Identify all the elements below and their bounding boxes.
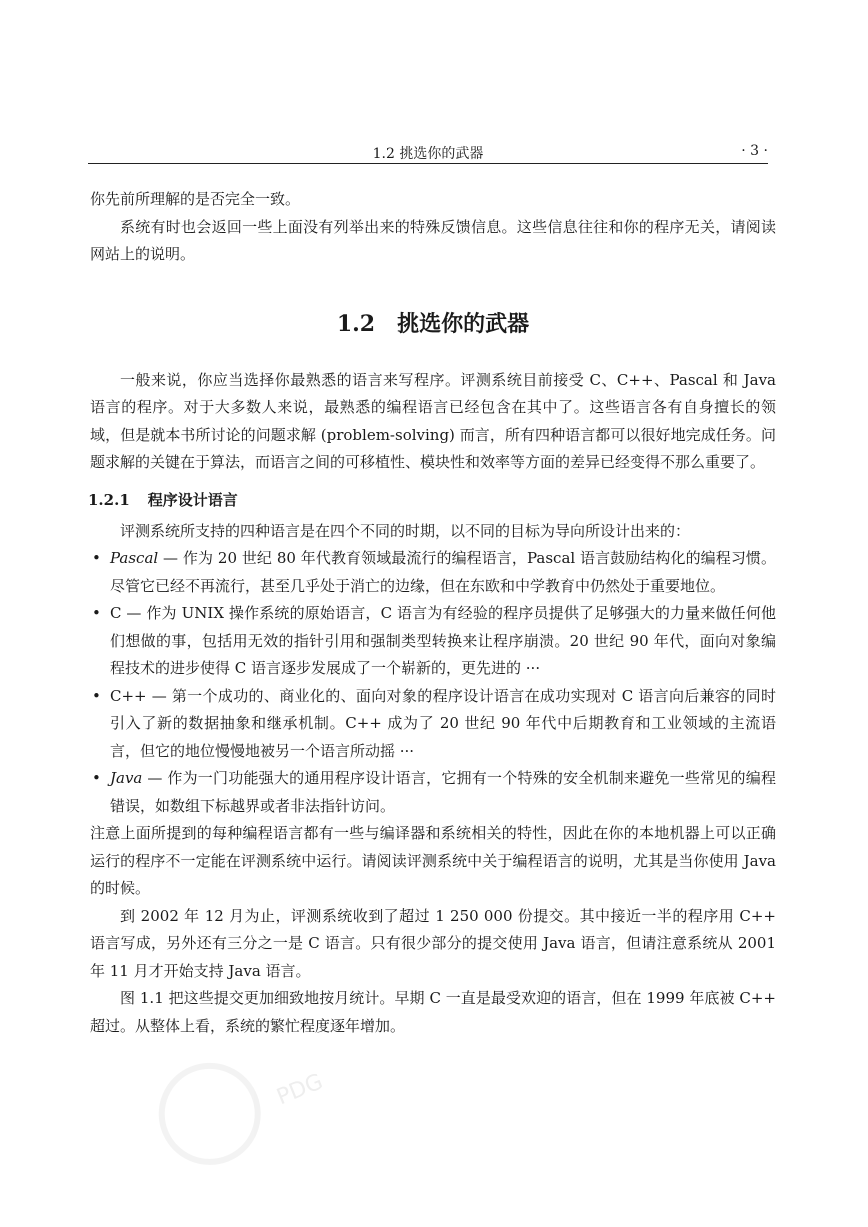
section-title: 挑选你的武器 (397, 310, 530, 337)
language-name: Pascal (110, 549, 159, 567)
language-dash: — (146, 686, 172, 705)
subsection-number: 1.2.1 (88, 490, 130, 509)
list-item (90, 545, 776, 600)
page-body (90, 186, 776, 1040)
watermark-text: PDG (273, 1069, 327, 1111)
language-name: C++ (110, 686, 147, 705)
body-paragraph: 图 1.1 把这些提交更加细致地按月统计。早期 C 一直是最受欢迎的语言，但在 1999 年底被 C++ 超过。从整体上看，系统的繁忙程度逐年增加。 (90, 989, 776, 1035)
bullet-icon: • (92, 549, 101, 567)
language-name: Java (110, 769, 143, 787)
section-intro-paragraph: 一般来说，你应当选择你最熟悉的语言来写程序。评测系统目前接受 C、C++、Pascal 和 Java 语言的程序。对于大多数人来说，最熟悉的编程语言已经包含在其中了。这些语言各有自身擅长的领域，但是就本书所讨论的问题求解 (problem-solving) 而言，所有四种语言都可以很好地完成任务。问题求解的关键在于算法，而语言之间的可移植性、模块性和效率等方面的差异已经变得不那么重要了。 (90, 370, 776, 471)
watermark-seal-icon (143, 1048, 276, 1181)
body-paragraph: 到 2002 年 12 月为止，评测系统收到了超过 1 250 000 份提交。其中接近一半的程序用 C++ 语言写成，另外还有三分之一是 C 语言。只有很少部分的提交使用 Java 语言，但请注意系统从 2001 年 11 月才开始支持 Java 语言。 (90, 906, 776, 980)
page-number: · 3 · (741, 143, 768, 159)
language-description: 第一个成功的、商业化的、面向对象的程序设计语言在成功实现对 C 语言向后兼容的同时引入了新的数据抽象和继承机制。C++ 成为了 20 世纪 90 年代中后期教育和工业领域的主流语言，但它的地位慢慢地被另一个语言所动摇 ··· (110, 686, 776, 760)
language-dash: — (121, 604, 147, 622)
section-number: 1.2 (336, 310, 376, 337)
language-description: 作为一门功能强大的通用程序设计语言，它拥有一个特殊的安全机制来避免一些常见的编程错误，如数组下标越界或者非法指针访问。 (110, 769, 776, 815)
list-item (90, 765, 776, 820)
language-description: 作为 20 世纪 80 年代教育领域最流行的编程语言，Pascal 语言鼓励结构化的编程习惯。尽管它已经不再流行，甚至几乎处于消亡的边缘，但在东欧和中学教育中仍然处于重要地位。 (110, 549, 776, 595)
subsection-heading (88, 487, 776, 514)
bullet-icon: • (92, 769, 101, 787)
subsection-lead: 评测系统所支持的四种语言是在四个不同的时期，以不同的目标为导向所设计出来的： (120, 521, 691, 540)
language-dash: — (158, 549, 183, 567)
body-paragraph: 系统有时也会返回一些上面没有列举出来的特殊反馈信息。这些信息往往和你的程序无关，请阅读网站上的说明。 (90, 217, 776, 263)
language-dash: — (142, 769, 168, 787)
subsection-title: 程序设计语言 (147, 490, 238, 509)
header-section-title: 1.2 挑选你的武器 (372, 146, 484, 162)
language-name: C (110, 604, 122, 622)
running-header (88, 141, 768, 164)
language-description: 作为 UNIX 操作系统的原始语言，C 语言为有经验的程序员提供了足够强大的力量来做任何他们想做的事，包括用无效的指针引用和强制类型转换来让程序崩溃。20 世纪 90 年代，面向对象编程技术的进步使得 C 语言逐步发展成了一个崭新的，更先进的 ··· (110, 604, 776, 677)
body-paragraph: 注意上面所提到的每种编程语言都有一些与编译器和系统相关的特性，因此在你的本地机器上可以正确运行的程序不一定能在评测系统中运行。请阅读评测系统中关于编程语言的说明，尤其是当你使用 Java 的时候。 (90, 824, 776, 897)
list-item (90, 600, 776, 683)
section-heading (90, 309, 776, 339)
body-paragraph: 你先前所理解的是否完全一致。 (90, 190, 301, 208)
bullet-icon: • (92, 686, 101, 705)
bullet-icon: • (92, 604, 101, 622)
list-item (90, 683, 776, 766)
language-list (90, 545, 776, 820)
